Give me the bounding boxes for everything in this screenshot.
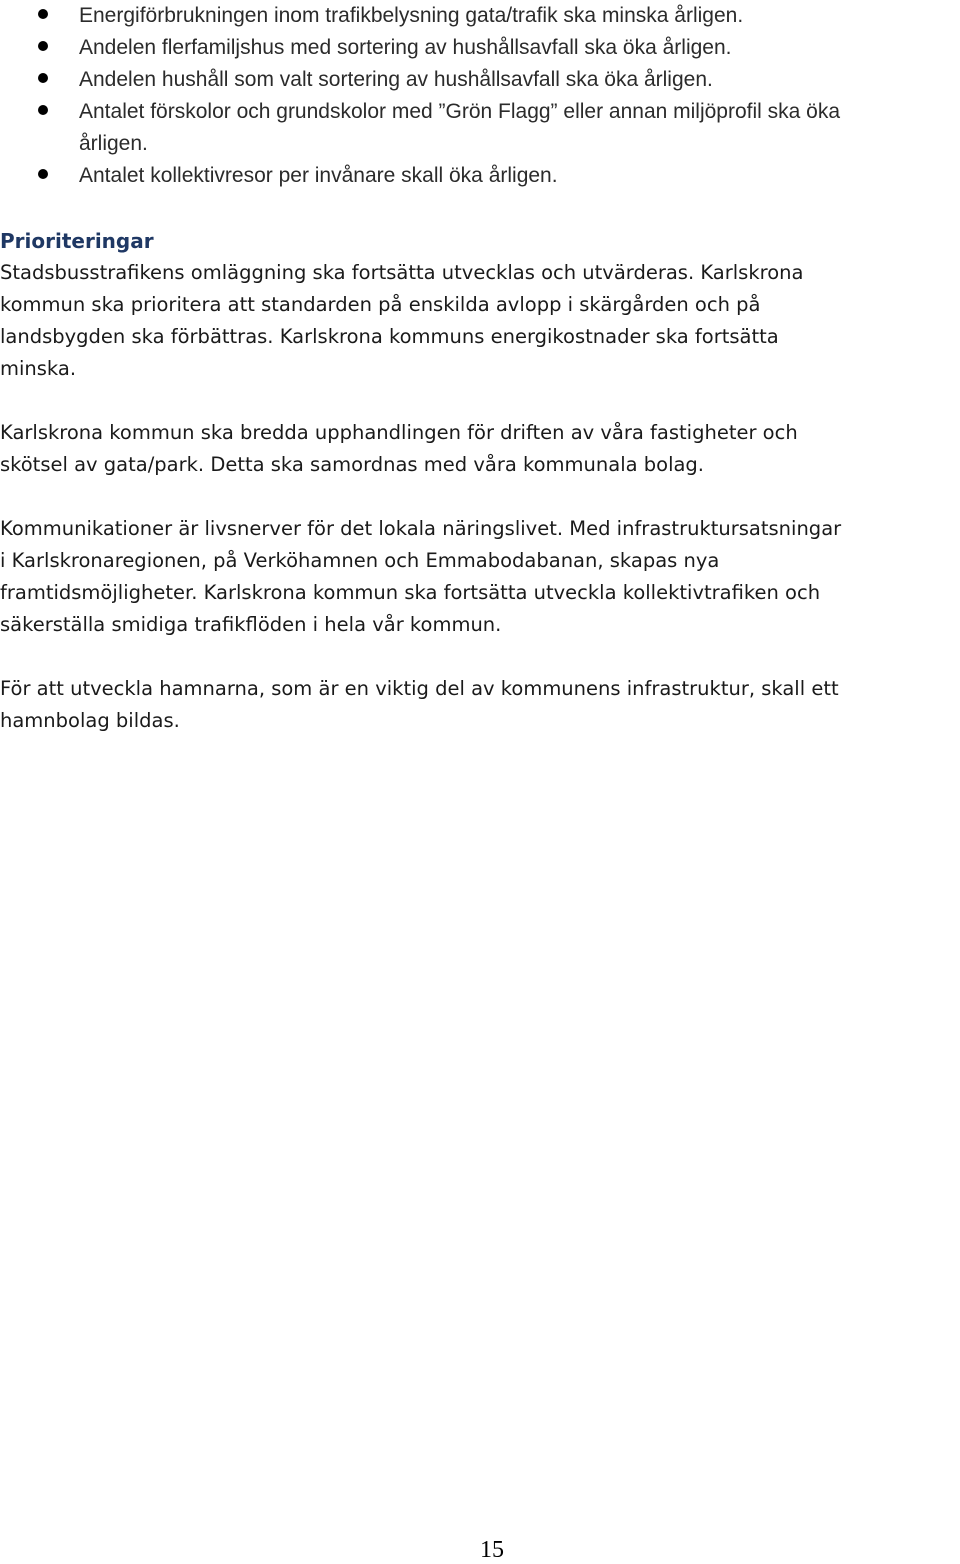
paragraph-line: För att utveckla hamnarna, som är en viktig del av kommunens infrastruktur, skall ett <box>0 677 839 700</box>
page-number: 15 <box>480 1537 504 1563</box>
paragraph <box>0 417 960 481</box>
paragraph-line: Karlskrona kommun ska bredda upphandlingen för driften av våra fastigheter och <box>0 421 798 444</box>
bullet-text-continued: årligen. <box>79 132 148 155</box>
paragraph-line: hamnbolag bildas. <box>0 709 180 732</box>
paragraph-line: Stadsbusstrafikens omläggning ska fortsätta utvecklas och utvärderas. Karlskrona <box>0 261 804 284</box>
bullet-text: Energiförbrukningen inom trafikbelysning gata/trafik ska minska årligen. <box>79 4 744 27</box>
bullet-item <box>0 96 960 160</box>
paragraph-line: Kommunikationer är livsnerver för det lokala näringslivet. Med infrastruktursatsningar <box>0 517 842 540</box>
paragraph <box>0 257 960 385</box>
bullet-text: Andelen hushåll som valt sortering av hushållsavfall ska öka årligen. <box>79 68 713 91</box>
paragraph-line: kommun ska prioritera att standarden på enskilda avlopp i skärgården och på <box>0 293 761 316</box>
bullet-dot-icon <box>38 41 48 51</box>
bullet-dot-icon <box>38 9 48 19</box>
paragraph-line: framtidsmöjligheter. Karlskrona kommun ska fortsätta utveckla kollektivtrafiken och <box>0 581 821 604</box>
bullet-item <box>0 0 960 32</box>
paragraph <box>0 513 960 641</box>
paragraph-line: i Karlskronaregionen, på Verköhamnen och Emmabodabanan, skapas nya <box>0 549 720 572</box>
bullet-text: Andelen flerfamiljshus med sortering av hushållsavfall ska öka årligen. <box>79 36 732 59</box>
bullet-dot-icon <box>38 73 48 83</box>
paragraph-line: landsbygden ska förbättras. Karlskrona kommuns energikostnader ska fortsätta <box>0 325 779 348</box>
bullet-text: Antalet förskolor och grundskolor med ”Grön Flagg” eller annan miljöprofil ska öka <box>79 100 841 123</box>
bullet-dot-icon <box>38 105 48 115</box>
bullet-text: Antalet kollektivresor per invånare skall öka årligen. <box>79 164 558 187</box>
paragraph-line: säkerställa smidiga trafikflöden i hela vår kommun. <box>0 613 502 636</box>
section-heading: Prioriteringar <box>0 229 154 253</box>
bullet-item <box>0 160 960 192</box>
bullet-list <box>0 0 960 192</box>
bullet-dot-icon <box>38 169 48 179</box>
paragraph-line: skötsel av gata/park. Detta ska samordnas med våra kommunala bolag. <box>0 453 705 476</box>
bullet-item <box>0 32 960 64</box>
paragraph <box>0 673 960 737</box>
paragraph-line: minska. <box>0 357 77 380</box>
bullet-item <box>0 64 960 96</box>
